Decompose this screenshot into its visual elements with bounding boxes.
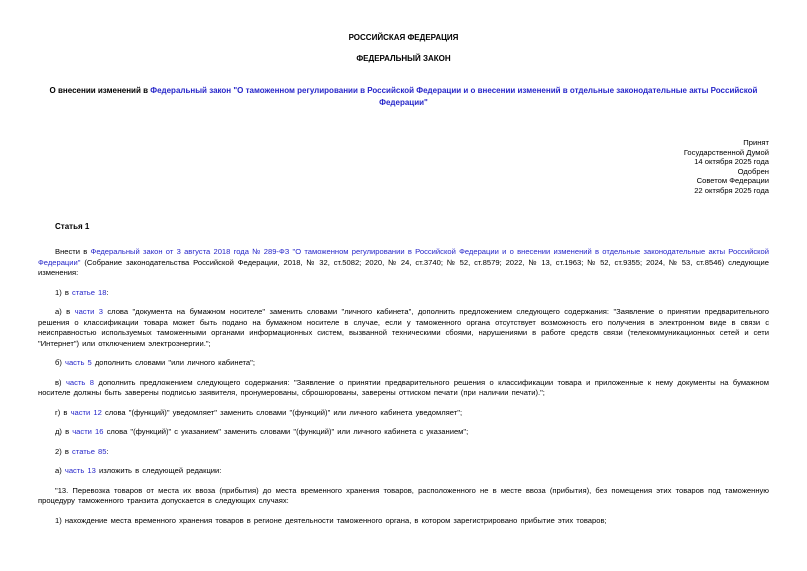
paragraph: [38, 358, 769, 369]
text-segment: г) в: [55, 407, 71, 417]
law-link[interactable]: часть 8: [65, 377, 94, 387]
paragraph: [38, 447, 769, 458]
document-title: [38, 85, 769, 109]
law-link[interactable]: части 12: [70, 407, 102, 417]
text-segment: 1) нахождение места временного хранения товаров в регионе деятельности таможенного органа, в котором зарегистрировано прибытие этих товаров;: [55, 515, 607, 525]
text-segment: б): [55, 358, 65, 367]
text-segment: д) в: [55, 427, 73, 436]
paragraph: [38, 288, 769, 299]
paragraph: [38, 378, 769, 399]
law-link[interactable]: часть 5: [65, 358, 92, 367]
adoption-line: 22 октября 2025 года: [694, 185, 769, 195]
text-segment: :: [106, 446, 109, 456]
law-link[interactable]: Федеральный закон от 3 августа 2018 года № 289-ФЗ "О таможенном регулировании в Российской Федерации и о внесении изменений в отдельные законодательные акты Российской Федерации": [38, 247, 769, 267]
text-segment: 1) в: [55, 287, 73, 297]
adoption-line: Принят: [743, 138, 769, 147]
law-link[interactable]: части 16: [72, 427, 104, 436]
paragraph: [38, 408, 769, 419]
adoption-block: [38, 138, 769, 195]
header-doc-type: ФЕДЕРАЛЬНЫЙ ЗАКОН: [356, 54, 451, 63]
paragraphs: [38, 247, 769, 526]
text-segment: а) в: [55, 307, 75, 316]
text-segment: 2) в: [55, 446, 73, 456]
paragraph: [38, 427, 769, 438]
title-prefix: О внесении изменений в: [49, 86, 151, 95]
text-segment: в): [55, 377, 66, 387]
paragraph: [38, 486, 769, 507]
law-link[interactable]: статье 85: [72, 446, 107, 456]
text-segment: слова "(функций)" с указанием" заменить словами "(функций)" или личного кабинета с указанием";: [103, 427, 469, 436]
text-segment: а): [55, 466, 65, 475]
law-link[interactable]: часть 13: [64, 466, 96, 475]
text-segment: "13. Перевозка товаров от места их ввоза (прибытия) до места временного хранения товаров, расположенного не в месте ввоза (прибытия), без помещения этих товаров под таможенную процедуру таможенного транзита допускается в следующих случаях:: [38, 485, 769, 505]
text-segment: изложить в следующей редакции:: [95, 466, 222, 475]
law-link[interactable]: статье 18: [72, 287, 107, 297]
paragraph: [38, 247, 769, 279]
text-segment: (Собрание законодательства Российской Федерации, 2018, № 32, ст.5082; 2020, № 24, ст.3740; № 52, ст.8579; 2022, № 13, ст.1963; № 52, ст.9355; 2024, № 53, ст.8546) следующие изменения:: [38, 257, 769, 277]
adoption-line: Одобрен: [737, 166, 769, 176]
title-law-link[interactable]: Федеральный закон "О таможенном регулировании в Российской Федерации и о внесении изменений в отдельные законодательные акты Российской Федерации": [150, 86, 758, 107]
paragraph: [38, 307, 769, 349]
text-segment: дополнить словами "или личного кабинета";: [91, 358, 255, 367]
paragraph: [38, 516, 769, 527]
adoption-line: 14 октября 2025 года: [694, 157, 769, 166]
text-segment: слова "(функций)" уведомляет" заменить словами "(функций)" или личного кабинета уведомляет";: [101, 407, 463, 417]
header-country: РОССИЙСКАЯ ФЕДЕРАЦИЯ: [348, 33, 459, 42]
text-segment: дополнить предложением следующего содержания: "Заявление о принятии предварительного решения о классификации товара и приложенные к нему документы на бумажном носителе должны быть заверены подписью заявителя, пронумерованы, сброшюрованы, заверены оттиском печати (при наличии печати).";: [38, 377, 769, 397]
text-segment: :: [106, 287, 109, 297]
adoption-line: Государственной Думой: [683, 147, 769, 157]
law-link[interactable]: части 3: [74, 307, 103, 316]
text-segment: Внести в: [55, 247, 91, 256]
paragraph: [38, 466, 769, 477]
article-heading: Статья 1: [55, 222, 90, 231]
adoption-line: Советом Федерации: [696, 176, 769, 185]
document-header: [38, 33, 769, 64]
text-segment: слова "документа на бумажном носителе" заменить словами "личного кабинета", дополнить предложением следующего содержания: "Заявление о принятии предварительного решения о классификации товара может быть подано на бумажном носителе в случае, если у таможенного органа отсутствует возможность его получения в электронном виде в связи с неисправностью используемых таможенными органами информационных систем, вызванной техническими сбоями, нарушениями в работе средств связи (телекоммуникационных сетей и сети "Интернет") или отключением электроэнергии.";: [38, 307, 769, 348]
